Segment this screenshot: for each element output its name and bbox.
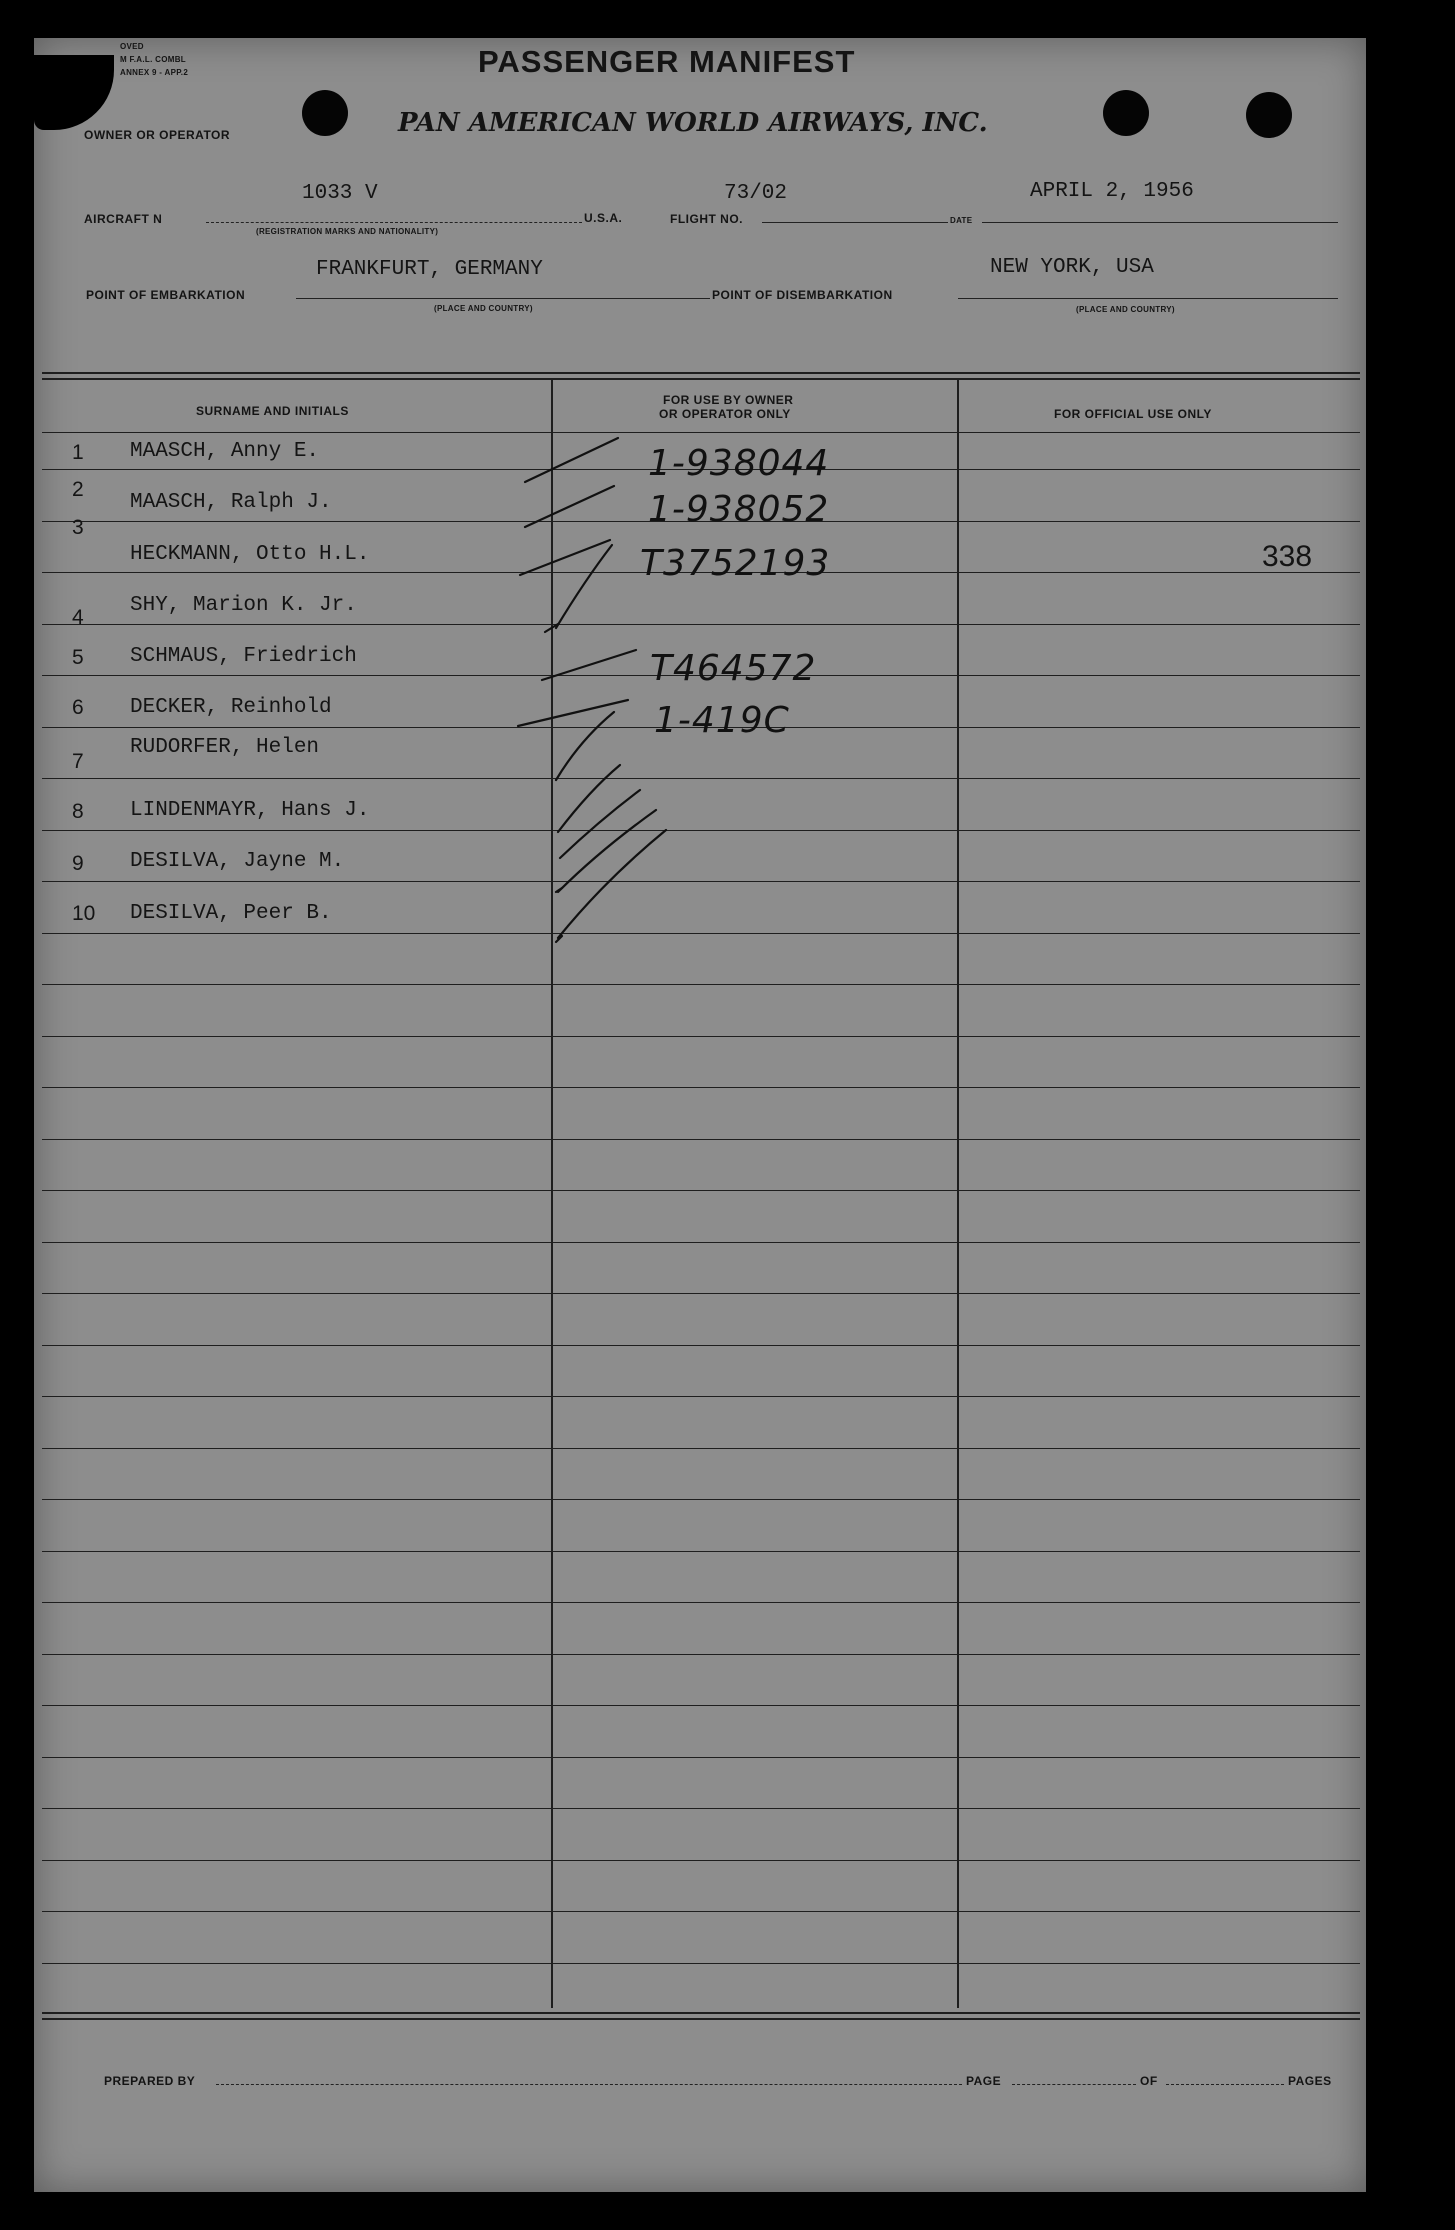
table-bottom-rule bbox=[42, 2012, 1360, 2014]
row-number: 8 bbox=[72, 800, 84, 823]
passenger-name: DESILVA, Peer B. bbox=[130, 902, 332, 925]
passenger-name: DECKER, Reinhold bbox=[130, 696, 332, 719]
passenger-name: DESILVA, Jayne M. bbox=[130, 850, 345, 873]
date-label: DATE bbox=[950, 216, 973, 225]
passenger-name: LINDENMAYR, Hans J. bbox=[130, 799, 370, 822]
row-number: 10 bbox=[72, 902, 96, 925]
company-name: PAN AMERICAN WORLD AIRWAYS, INC. bbox=[398, 108, 988, 138]
aircraft-label: AIRCRAFT N bbox=[84, 212, 163, 226]
date-value: APRIL 2, 1956 bbox=[1030, 180, 1194, 203]
table-bottom-rule-2 bbox=[42, 2018, 1360, 2020]
disembarkation-caption: (PLACE AND COUNTRY) bbox=[1076, 305, 1175, 314]
flight-value: 73/02 bbox=[724, 182, 788, 205]
prepared-by-line bbox=[216, 2084, 962, 2085]
owner-label: OWNER OR OPERATOR bbox=[84, 128, 231, 142]
passenger-name: SCHMAUS, Friedrich bbox=[130, 645, 357, 668]
page-line bbox=[1012, 2084, 1136, 2085]
row-number: 2 bbox=[72, 478, 84, 501]
col-operator-header-2: OR OPERATOR ONLY bbox=[659, 407, 791, 421]
row-number: 9 bbox=[72, 852, 84, 875]
col-official-header: FOR OFFICIAL USE ONLY bbox=[1054, 407, 1212, 421]
official-entry: 338 bbox=[1262, 540, 1313, 573]
of-label: OF bbox=[1140, 2074, 1158, 2088]
aircraft-value: 1033 V bbox=[302, 182, 378, 205]
passenger-name: SHY, Marion K. Jr. bbox=[130, 594, 357, 617]
operator-entry: 1-419C bbox=[654, 700, 790, 741]
passenger-name: HECKMANN, Otto H.L. bbox=[130, 543, 370, 566]
row-number: 7 bbox=[72, 750, 84, 773]
row-number: 6 bbox=[72, 696, 84, 719]
col-operator-header-1: FOR USE BY OWNER bbox=[663, 393, 794, 407]
row-number: 4 bbox=[72, 606, 84, 629]
disembarkation-value: NEW YORK, USA bbox=[990, 256, 1154, 279]
passenger-name: RUDORFER, Helen bbox=[130, 736, 320, 759]
operator-entry: T464572 bbox=[650, 648, 817, 689]
embarkation-value: FRANKFURT, GERMANY bbox=[316, 258, 543, 281]
disembarkation-label: POINT OF DISEMBARKATION bbox=[712, 288, 893, 302]
embarkation-label: POINT OF EMBARKATION bbox=[86, 288, 246, 302]
of-line bbox=[1166, 2084, 1284, 2085]
operator-entry: 1-938044 bbox=[648, 443, 830, 484]
row-number: 3 bbox=[72, 516, 84, 539]
page-title: PASSENGER MANIFEST bbox=[478, 44, 856, 79]
passenger-name: MAASCH, Ralph J. bbox=[130, 491, 332, 514]
approval-stamp-line-3: ANNEX 9 - APP.2 bbox=[120, 68, 189, 77]
prepared-by-label: PREPARED BY bbox=[104, 2074, 196, 2088]
passenger-name: MAASCH, Anny E. bbox=[130, 440, 320, 463]
usa-label: U.S.A. bbox=[584, 211, 623, 225]
pages-label: PAGES bbox=[1288, 2074, 1332, 2088]
page-label: PAGE bbox=[966, 2074, 1002, 2088]
row-number: 5 bbox=[72, 646, 84, 669]
flight-label: FLIGHT NO. bbox=[670, 212, 743, 226]
registration-caption: (REGISTRATION MARKS AND NATIONALITY) bbox=[256, 227, 439, 236]
col-surname-header: SURNAME AND INITIALS bbox=[196, 404, 349, 418]
approval-stamp-line-2: M F.A.L. COMBL bbox=[120, 55, 186, 64]
operator-entry: T3752193 bbox=[640, 543, 831, 584]
operator-entry: 1-938052 bbox=[648, 489, 830, 530]
embarkation-caption: (PLACE AND COUNTRY) bbox=[434, 304, 533, 313]
row-number: 1 bbox=[72, 441, 84, 464]
approval-stamp-line-1: OVED bbox=[120, 42, 144, 51]
